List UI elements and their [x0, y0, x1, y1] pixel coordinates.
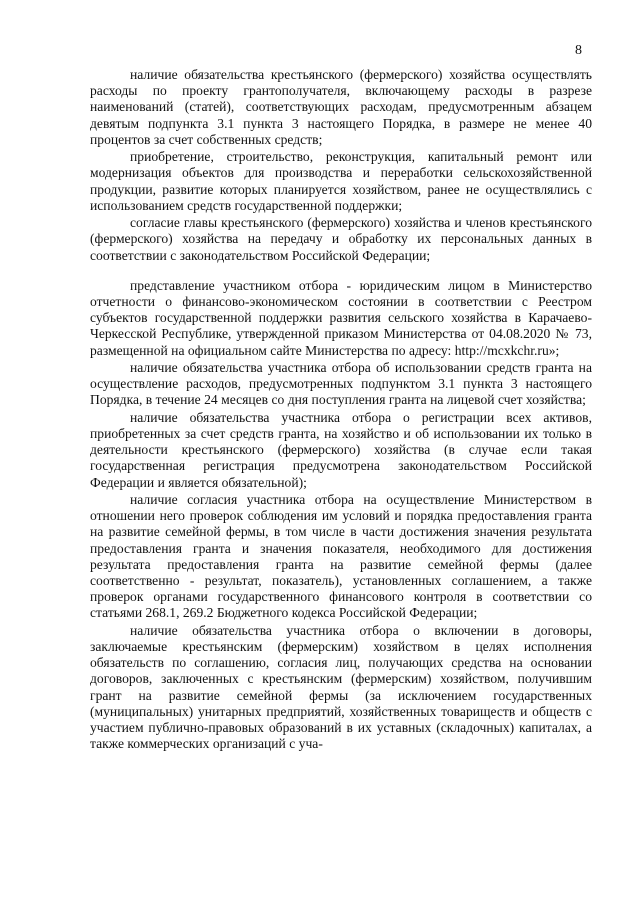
paragraph-construction-objects: приобретение, строительство, реконструкция, капитальный ремонт или модернизация объектов для производства и переработки сельскохозяйственной продукции, развитие которых планируется хозяйством, ранее не осуществлялись с использованием средств государственной поддержки; [90, 149, 592, 213]
paragraph-inspection-consent: наличие согласия участника отбора на осуществление Министерством в отношении него проверок соблюдения им условий и порядка предоставления гранта на развитие семейной фермы, в том числе в части достижения значения результата предоставления гранта и значения показателя, необходимого для достижения результата предоставления гранта на развитие семейной фермы (далее соответственно - результат, показатель), установленных соглашением, а также проверок органами государственного финансового контроля в соответствии со статьями 268.1, 269.2 Бюджетного кодекса Российской Федерации; [90, 492, 592, 621]
page-number: 8 [575, 43, 582, 58]
paragraph-personal-data-consent: согласие главы крестьянского (фермерского) хозяйства и членов крестьянского (фермерского) хозяйства на передачу и обработку их персональных данных в соответствии с законодательством Российской Федерации; [90, 215, 592, 263]
paragraph-own-funds-obligation: наличие обязательства крестьянского (фермерского) хозяйства осуществлять расходы по проекту грантополучателя, включающему расходы в разрезе наименований (статей), соответствующих расходам, предусмотренным абзацем девятым подпункта 3.1 пункта 3 настоящего Порядка, в размере не менее 40 процентов за счет собственных средств; [90, 67, 592, 147]
paragraph-grant-use-obligation: наличие обязательства участника отбора об использовании средств гранта на осуществление расходов, предусмотренных подпунктом 3.1 пункта 3 настоящего Порядка, в течение 24 месяцев со дня поступления гранта на лицевой счет хозяйства; [90, 360, 592, 408]
paragraph-financial-reporting: представление участником отбора - юридическим лицом в Министерство отчетности о финансово-экономическом состоянии в соответствии с Реестром субъектов государственной поддержки развития сельского хозяйства в Карачаево-Черкесской Республике, утвержденной приказом Министерства от 04.08.2020 № 73, размещенной на официальном сайте Министерства по адресу: http://mcxkchr.ru»; [90, 277, 592, 358]
paragraph-contracts-obligation: наличие обязательства участника отбора о включении в договоры, заключаемые крестьянским (фермерским) хозяйством в целях исполнения обязательств по соглашению, согласия лиц, получающих средства на основании договоров, заключенных с крестьянским (фермерским) хозяйством, получившим грант на развитие семейной фермы (за исключением государственных (муниципальных) унитарных предприятий, хозяйственных товариществ и обществ с участием публично-правовых образований в их уставных (складочных) капиталах, а также коммерческих организаций с уча- [90, 622, 592, 752]
paragraph-asset-registration: наличие обязательства участника отбора о регистрации всех активов, приобретенных за счет средств гранта, на хозяйство и об использовании их только в деятельности крестьянского (фермерского) хозяйства (в случае если такая государственная регистрация предусмотрена законодательством Российской Федерации и является обязательной); [90, 409, 592, 490]
document-body [90, 67, 592, 752]
